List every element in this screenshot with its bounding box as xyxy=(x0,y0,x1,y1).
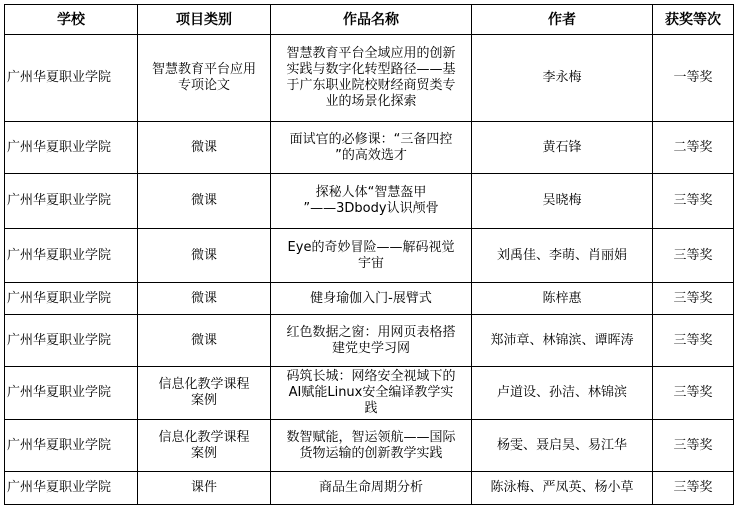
category-cell-line: 信息化教学课程 xyxy=(158,429,250,445)
authors-cell: 黄石锋 xyxy=(472,122,653,174)
category-cell-line: 案例 xyxy=(190,393,217,408)
authors-cell: 刘禹佳、李萌、肖丽娟 xyxy=(472,229,653,283)
category-cell-line: 课件 xyxy=(190,480,217,495)
category-cell-line: 智慧教育平台应用 xyxy=(151,62,256,77)
school-cell: 广州华夏职业学院 xyxy=(5,229,138,283)
award-cell: 三等奖 xyxy=(653,229,734,283)
school-cell: 广州华夏职业学院 xyxy=(5,472,138,505)
table-row xyxy=(5,420,734,472)
title-cell xyxy=(271,122,472,174)
header-row xyxy=(5,5,734,35)
title-cell-line: 建党史学习网 xyxy=(331,340,410,356)
authors-cell: 李永梅 xyxy=(472,35,653,122)
title-cell xyxy=(271,315,472,367)
category-cell xyxy=(138,174,271,229)
title-cell-line: 数智赋能，智运领航——国际 xyxy=(286,429,456,445)
title-cell xyxy=(271,35,472,122)
awards-table xyxy=(4,4,734,505)
category-cell-line: 微课 xyxy=(190,139,217,155)
category-cell-line: 案例 xyxy=(190,445,217,461)
category-cell xyxy=(138,122,271,174)
category-cell xyxy=(138,35,271,122)
category-cell-line: 信息化教学课程 xyxy=(158,377,250,392)
title-cell xyxy=(271,472,472,505)
table-row xyxy=(5,229,734,283)
school-cell: 广州华夏职业学院 xyxy=(5,315,138,367)
title-cell-line: AI赋能Linux安全编译教学实 xyxy=(288,385,454,400)
authors-cell: 卢道设、孙洁、林锦滨 xyxy=(472,367,653,420)
title-cell xyxy=(271,367,472,420)
title-cell-line: 于广东职业院校财经商贸类专 xyxy=(286,78,456,93)
title-cell-line: 探秘人体“智慧盔甲 xyxy=(315,185,427,200)
header-authors: 作者 xyxy=(472,5,653,35)
category-cell-line: 微课 xyxy=(190,193,217,208)
table-row xyxy=(5,174,734,229)
title-cell-line: 宇宙 xyxy=(357,255,384,271)
table-row xyxy=(5,367,734,420)
award-cell: 三等奖 xyxy=(653,283,734,315)
category-cell xyxy=(138,315,271,367)
authors-cell: 陈泳梅、严凤英、杨小草 xyxy=(472,472,653,505)
category-cell-line: 微课 xyxy=(190,247,217,263)
category-cell xyxy=(138,420,271,472)
header-title: 作品名称 xyxy=(271,5,472,35)
category-cell xyxy=(138,472,271,505)
title-cell-line: 码筑长城：网络安全视域下的 xyxy=(286,369,456,384)
authors-cell: 陈梓惠 xyxy=(472,283,653,315)
table-row xyxy=(5,122,734,174)
title-cell-line: Eye的奇妙冒险——解码视觉 xyxy=(287,239,455,255)
title-cell-line: 业的场景化探索 xyxy=(325,94,417,109)
category-cell xyxy=(138,229,271,283)
title-cell-line: 货物运输的创新教学实践 xyxy=(299,445,443,461)
award-cell: 三等奖 xyxy=(653,174,734,229)
authors-cell: 郑沛章、林锦滨、谭晖涛 xyxy=(472,315,653,367)
award-cell: 三等奖 xyxy=(653,367,734,420)
school-cell: 广州华夏职业学院 xyxy=(5,174,138,229)
category-cell xyxy=(138,283,271,315)
school-cell: 广州华夏职业学院 xyxy=(5,35,138,122)
title-cell-line: 实践与数字化转型路径——基 xyxy=(286,62,456,77)
school-cell: 广州华夏职业学院 xyxy=(5,283,138,315)
award-cell: 三等奖 xyxy=(653,420,734,472)
school-cell: 广州华夏职业学院 xyxy=(5,367,138,420)
award-cell: 一等奖 xyxy=(653,35,734,122)
authors-cell: 杨雯、聂启昊、易江华 xyxy=(472,420,653,472)
award-cell: 二等奖 xyxy=(653,122,734,174)
title-cell xyxy=(271,174,472,229)
table-row xyxy=(5,315,734,367)
category-cell-line: 专项论文 xyxy=(177,78,230,93)
title-cell-line: ”的高效选才 xyxy=(335,147,407,163)
title-cell-line: ”——3Dbody认识颅骨 xyxy=(303,201,439,216)
award-cell: 三等奖 xyxy=(653,315,734,367)
authors-cell: 吴晓梅 xyxy=(472,174,653,229)
school-cell: 广州华夏职业学院 xyxy=(5,420,138,472)
title-cell-line: 智慧教育平台全域应用的创新 xyxy=(286,46,456,61)
award-cell: 三等奖 xyxy=(653,472,734,505)
title-cell xyxy=(271,283,472,315)
title-cell-line: 践 xyxy=(364,401,378,416)
category-cell-line: 微课 xyxy=(190,332,217,348)
table-row xyxy=(5,472,734,505)
school-cell: 广州华夏职业学院 xyxy=(5,122,138,174)
title-cell-line: 健身瑜伽入门-展臂式 xyxy=(310,290,432,306)
category-cell-line: 微课 xyxy=(190,290,217,306)
header-category: 项目类别 xyxy=(138,5,271,35)
category-cell xyxy=(138,367,271,420)
title-cell-line: 商品生命周期分析 xyxy=(318,480,423,495)
title-cell-line: 红色数据之窗：用网页表格搭 xyxy=(286,324,456,340)
title-cell xyxy=(271,229,472,283)
header-award: 获奖等次 xyxy=(653,5,734,35)
header-school: 学校 xyxy=(5,5,138,35)
title-cell-line: 面试官的必修课：“三备四控 xyxy=(289,131,453,147)
title-cell xyxy=(271,420,472,472)
table-row xyxy=(5,35,734,122)
table-row xyxy=(5,283,734,315)
